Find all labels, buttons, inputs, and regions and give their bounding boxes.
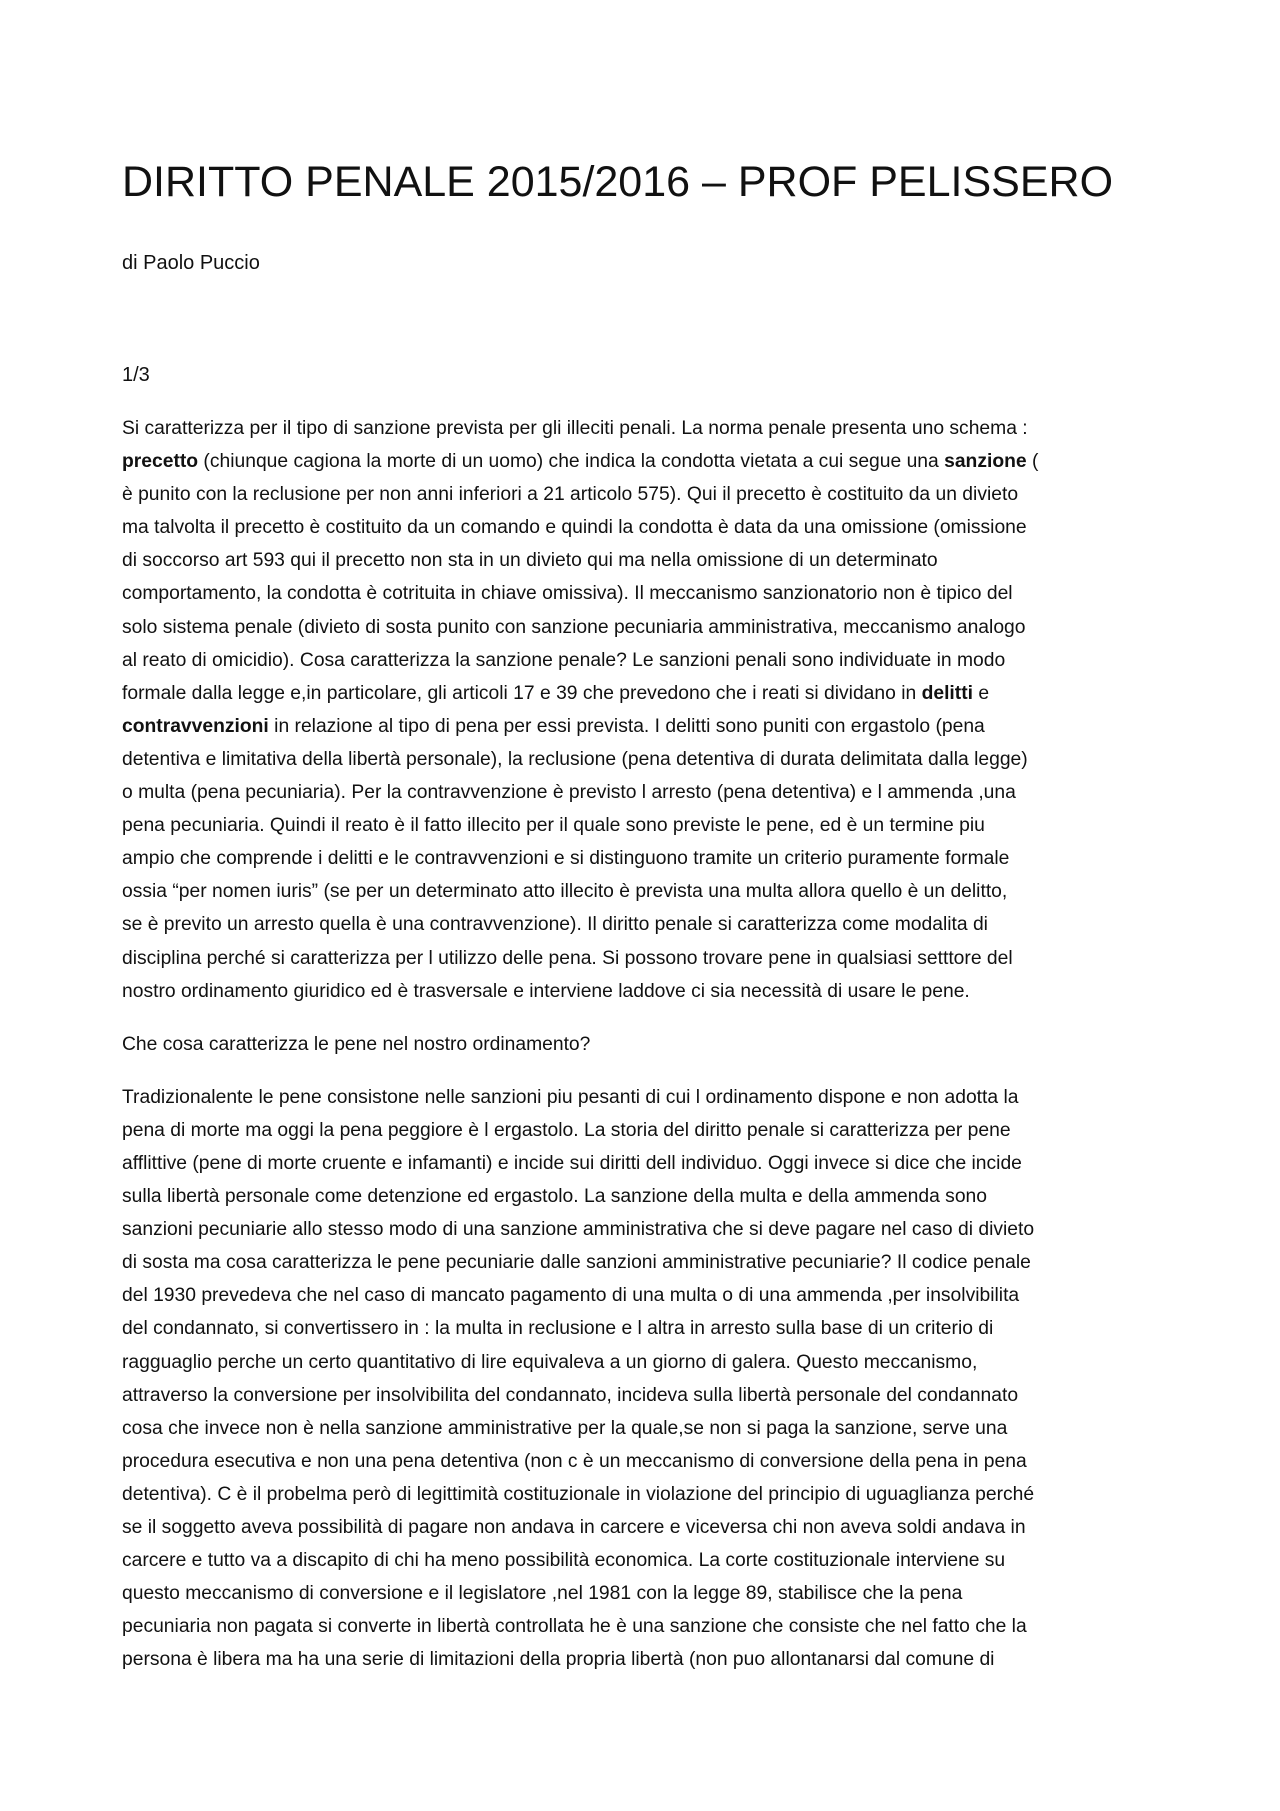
text-line [122,975,1168,1008]
text-line [122,1544,1168,1577]
text-segment: del 1930 prevedeva che nel caso di mancato pagamento di una multa o di una ammenda ,per insolvibilita [122,1285,1020,1307]
text-line [122,875,1168,908]
text-segment: Si caratterizza per il tipo di sanzione prevista per gli illeciti penali. La norma penale presenta uno schema : [122,418,1028,439]
text-line [122,445,1168,478]
text-line [122,842,1168,875]
text-line [122,1114,1168,1147]
text-line [122,710,1168,743]
text-segment: ampio che comprende i delitti e le contravvenzioni e si distinguono tramite un criterio puramente formale [122,848,1010,870]
text-line [122,1577,1168,1610]
page-number: 1/3 [122,364,150,386]
text-line [122,776,1168,809]
bold-term: delitti [921,682,973,704]
text-segment: sulla libertà personale come detenzione ed ergastolo. La sanzione della multa e della ammenda sono [122,1186,987,1208]
text-segment: Tradizionalente le pene consistone nelle sanzioni piu pesanti di cui l ordinamento dispone e non adotta la [122,1086,1019,1108]
text-segment: ragguaglio perche un certo quantitativo di lire equivaleva a un giorno di galera. Questo meccanismo, [122,1351,978,1373]
bold-term: precetto [122,451,199,473]
text-line [122,1346,1168,1379]
text-line [122,809,1168,842]
text-line [122,677,1168,710]
text-segment: pecuniaria non pagata si converte in libertà controllata he è una sanzione che consiste che nel fatto che la [122,1616,1027,1638]
text-segment: di soccorso art 593 qui il precetto non sta in un divieto qui ma nella omissione di un determinato [122,550,938,572]
text-segment: cosa che invece non è nella sanzione amministrative per la quale,se non si paga la sanzione, serve una [122,1417,1008,1439]
text-segment: afflittive (pene di morte cruente e infamanti) e incide sui diritti dell individuo. Oggi invece si dice che incide [122,1152,1022,1174]
body-paragraph [122,1028,1168,1061]
text-line [122,1610,1168,1643]
text-segment: del condannato, si convertissero in : la multa in reclusione e l altra in arresto sulla base di un criterio di [122,1318,994,1340]
text-line [122,511,1168,544]
text-segment: e [973,682,990,704]
text-line [122,577,1168,610]
document-body [122,412,1168,1696]
text-segment: pena pecuniaria. Quindi il reato è il fatto illecito per il quale sono previste le pene, ed è un termine piu [122,815,985,837]
document-title: DIRITTO PENALE 2015/2016 – PROF PELISSERO [122,158,1114,206]
text-segment: persona è libera ma ha una serie di limitazioni della propria libertà (non puo allontanarsi dal comune di [122,1649,995,1671]
text-segment: se è previto un arresto quella è una contravvenzione). Il diritto penale si caratterizza come modalita di [122,914,988,936]
bold-term: sanzione [944,451,1027,473]
text-line [122,611,1168,644]
text-segment: ( [1026,451,1039,473]
text-segment: al reato di omicidio). Cosa caratterizza la sanzione penale? Le sanzioni penali sono individuate in modo [122,649,1006,671]
text-segment: comportamento, la condotta è cotrituita in chiave omissiva). Il meccanismo sanzionatorio non è tipico del [122,583,1013,605]
text-segment: in relazione al tipo di pena per essi prevista. I delitti sono puniti con ergastolo (pena [268,715,985,737]
text-line [122,1180,1168,1213]
text-line [122,1147,1168,1180]
text-segment: sanzioni pecuniarie allo stesso modo di una sanzione amministrativa che si deve pagare nel caso di divieto [122,1219,1035,1241]
text-segment: Che cosa caratterizza le pene nel nostro ordinamento? [122,1033,591,1055]
text-line [122,908,1168,941]
text-line [122,1279,1168,1312]
text-line [122,1412,1168,1445]
text-segment: o multa (pena pecuniaria). Per la contravvenzione è previsto l arresto (pena detentiva) e l ammenda ,una [122,782,1016,804]
text-line [122,1478,1168,1511]
document-author: di Paolo Puccio [122,252,260,274]
text-segment: ma talvolta il precetto è costituito da un comando e quindi la condotta è data da una omissione (omissione [122,517,1027,539]
text-line [122,942,1168,975]
text-segment: detentiva). C è il probelma però di legittimità costituzionale in violazione del principio di uguaglianza perché [122,1483,1035,1505]
text-line [122,412,1168,445]
text-line [122,1312,1168,1345]
text-segment: nostro ordinamento giuridico ed è trasversale e interviene laddove ci sia necessità di usare le pene. [122,980,970,1002]
text-line [122,478,1168,511]
body-paragraph [122,1081,1168,1677]
text-segment: pena di morte ma oggi la pena peggiore è l ergastolo. La storia del diritto penale si caratterizza per pene [122,1119,1011,1141]
text-segment: attraverso la conversione per insolvibilita del condannato, incideva sulla libertà personale del condannato [122,1384,1019,1406]
text-line [122,1028,1168,1061]
text-segment: questo meccanismo di conversione e il legislatore ,nel 1981 con la legge 89, stabilisce che la pena [122,1583,963,1605]
text-segment: detentiva e limitativa della libertà personale), la reclusione (pena detentiva di durata delimitata dalla legge) [122,748,1028,770]
text-line [122,1081,1168,1114]
text-line [122,1511,1168,1544]
text-segment: formale dalla legge e,in particolare, gli articoli 17 e 39 che prevedono che i reati si dividano in [122,682,922,704]
text-segment: solo sistema penale (divieto di sosta punito con sanzione pecuniaria amministrativa, meccanismo analogo [122,616,1026,638]
text-segment: di sosta ma cosa caratterizza le pene pecuniarie dalle sanzioni amministrative pecuniarie? Il codice penale [122,1252,1031,1274]
text-segment: disciplina perché si caratterizza per l utilizzo delle pena. Si possono trovare pene in qualsiasi setttore del [122,947,1013,969]
text-segment: se il soggetto aveva possibilità di pagare non andava in carcere e viceversa chi non aveva soldi andava in [122,1517,1026,1538]
text-line [122,1246,1168,1279]
text-segment: procedura esecutiva e non una pena detentiva (non c è un meccanismo di conversione della pena in pena [122,1450,1027,1472]
text-line [122,644,1168,677]
text-segment: carcere e tutto va a discapito di chi ha meno possibilità economica. La corte costituzionale interviene su [122,1550,1006,1572]
text-line [122,1379,1168,1412]
text-line [122,1643,1168,1676]
text-segment: ossia “per nomen iuris” (se per un determinato atto illecito è prevista una multa allora quello è un delitto, [122,881,1008,903]
bold-term: contravvenzioni [122,715,269,737]
text-line [122,1445,1168,1478]
text-segment: (chiunque cagiona la morte di un uomo) che indica la condotta vietata a cui segue una [198,451,945,473]
text-line [122,743,1168,776]
body-paragraph [122,412,1168,1008]
text-segment: è punito con la reclusione per non anni inferiori a 21 articolo 575). Qui il precetto è costituito da un divieto [122,484,1019,506]
text-line [122,1213,1168,1246]
text-line [122,544,1168,577]
